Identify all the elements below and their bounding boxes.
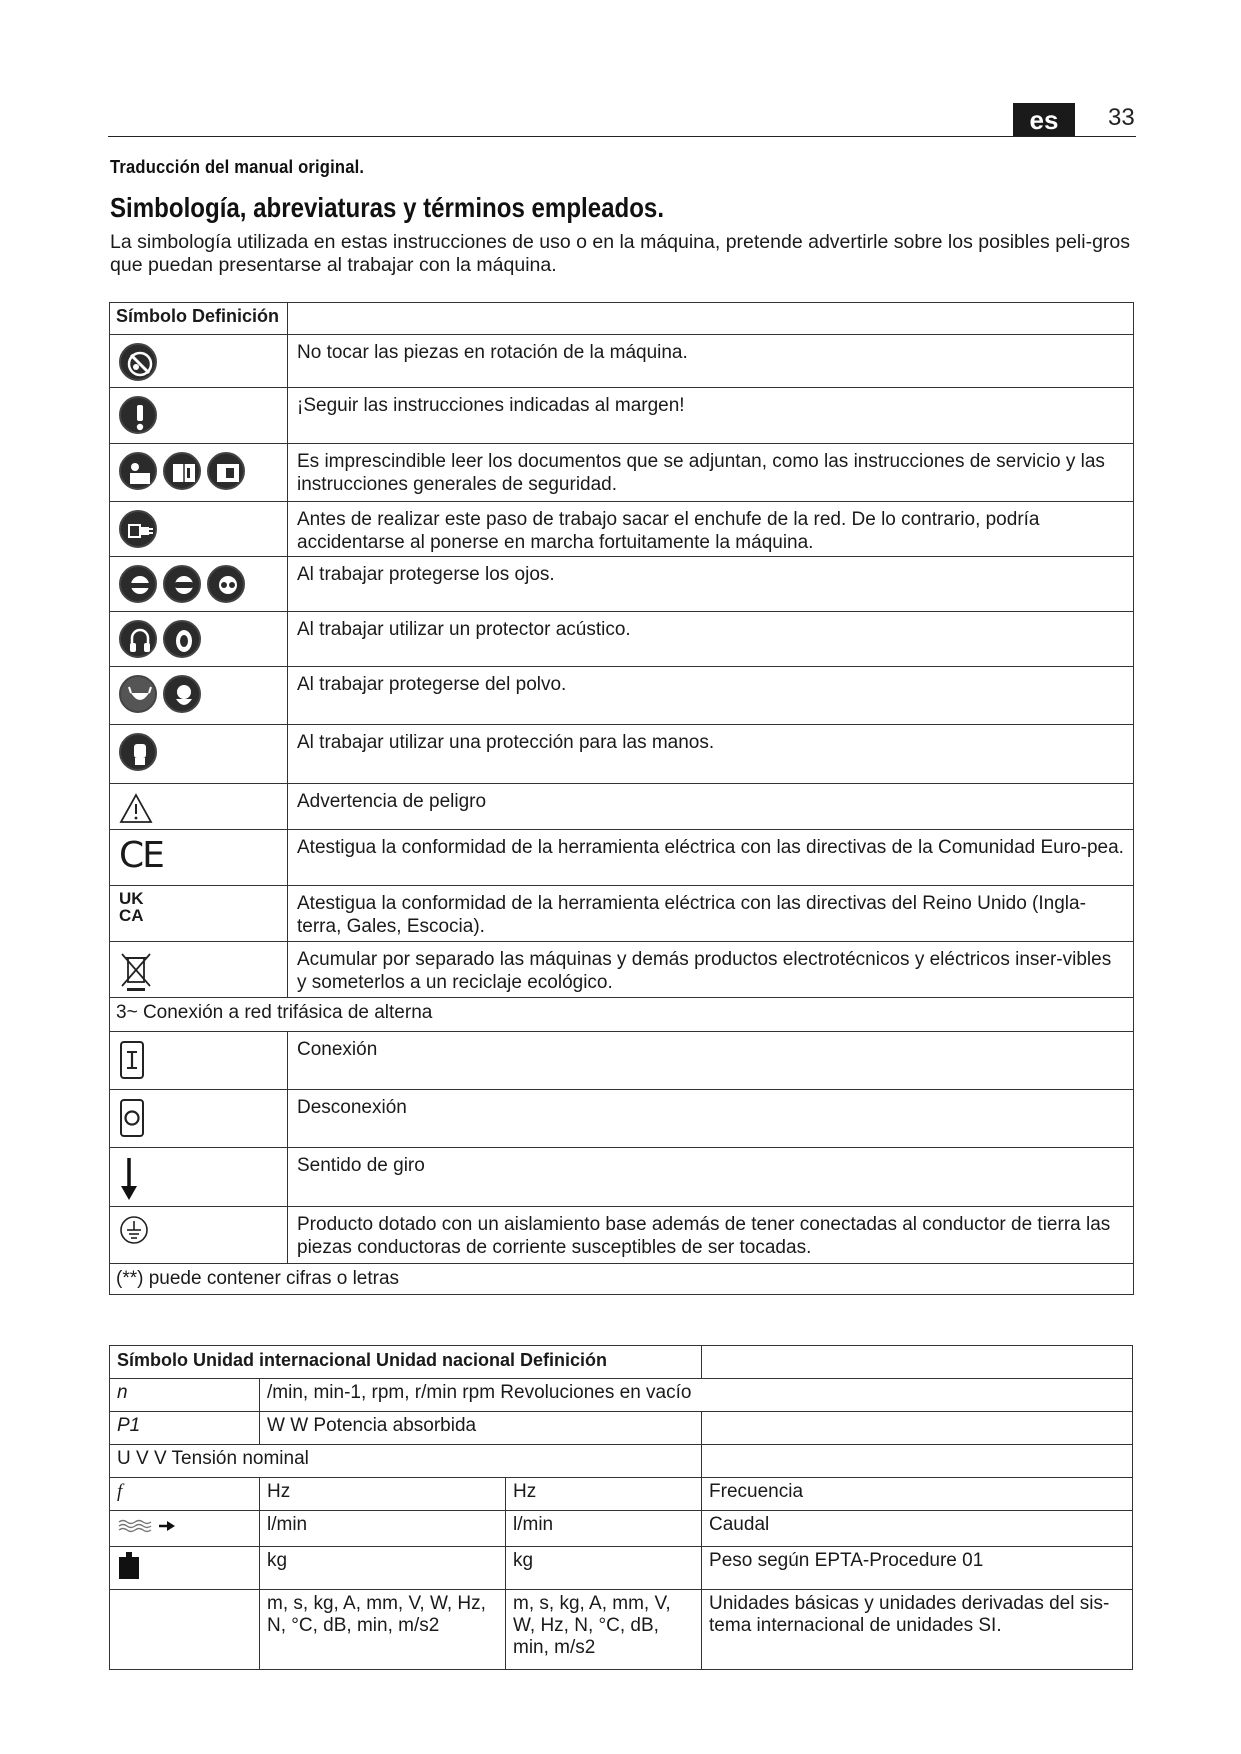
definition-cell: Caudal: [702, 1511, 1133, 1547]
symbol-cell: [110, 612, 288, 667]
definition-cell: Es imprescindible leer los documentos que se adjuntan, como las instrucciones de servicio y las instrucciones generales de seguridad.: [288, 444, 1134, 502]
row-p1-text: W W Potencia absorbida: [260, 1412, 702, 1445]
respirator-icon: [163, 675, 201, 713]
symbols-table: [109, 302, 1134, 1295]
symbol-cell: [110, 557, 288, 612]
info-manual-icon: [163, 452, 201, 490]
intl-unit-cell: Hz: [260, 1478, 506, 1511]
symbol-cell: [110, 830, 288, 886]
ce-mark-icon: CE: [119, 835, 163, 876]
national-unit-cell: m, s, kg, A, mm, V, W, Hz, N, °C, dB, min, m/s2: [506, 1590, 702, 1670]
empty-cell: [110, 1590, 260, 1670]
definition-cell: Atestigua la conformidad de la herramienta eléctrica con las directivas de la Comunidad Euro-pea.: [288, 830, 1134, 886]
intl-unit-cell: l/min: [260, 1511, 506, 1547]
definition-cell: Unidades básicas y unidades derivadas del sis-tema internacional de unidades SI.: [702, 1590, 1133, 1670]
definition-cell: No tocar las piezas en rotación de la máquina.: [288, 335, 1134, 388]
weight-symbol-cell: [110, 1547, 260, 1590]
exclamation-mandatory-icon: [119, 396, 157, 434]
flow-symbol-cell: [110, 1511, 260, 1547]
units-table: [109, 1345, 1133, 1670]
units-table-header: Símbolo Unidad internacional Unidad nacional Definición: [110, 1346, 702, 1379]
empty-cell: [702, 1445, 1133, 1478]
symbol-cell: [110, 667, 288, 725]
safety-manual-icon: [207, 452, 245, 490]
definition-cell: Al trabajar utilizar una protección para las manos.: [288, 725, 1134, 784]
switch-on-icon: [119, 1040, 145, 1080]
definition-cell: Acumular por separado las máquinas y demás productos electrotécnicos y eléctricos inser-vibles y someterlos a un reciclaje ecológico.: [288, 942, 1134, 998]
safety-glasses-icon: [207, 565, 245, 603]
national-unit-cell: l/min: [506, 1511, 702, 1547]
definition-cell: Desconexión: [288, 1090, 1134, 1148]
symbol-f: f: [110, 1478, 260, 1511]
symbol-cell: [110, 444, 288, 502]
unplug-icon: [119, 510, 157, 548]
definition-cell: Al trabajar utilizar un protector acústico.: [288, 612, 1134, 667]
symbol-cell: [110, 335, 288, 388]
row-n-text: /min, min-1, rpm, r/min rpm Revoluciones en vacío: [260, 1379, 1133, 1412]
hearing-protection-icon: [163, 620, 201, 658]
definition-cell: Atestigua la conformidad de la herramienta eléctrica con las directivas del Reino Unido (Ingla-terra, Gales, Escocia).: [288, 886, 1134, 942]
three-phase-row: 3~ Conexión a red trifásica de alterna: [110, 998, 1134, 1032]
dust-mask-icon: [119, 675, 157, 713]
symbol-cell: [110, 784, 288, 830]
no-touch-rotating-icon: [119, 343, 157, 381]
symbol-n: n: [110, 1379, 260, 1412]
footnote-row: (**) puede contener cifras o letras: [110, 1264, 1134, 1295]
page-title: Simbología, abreviaturas y términos empleados.: [110, 192, 665, 223]
symbol-cell: [110, 1032, 288, 1090]
symbol-p1: P1: [110, 1412, 260, 1445]
definition-cell: Frecuencia: [702, 1478, 1133, 1511]
warning-triangle-icon: [119, 792, 153, 826]
symbol-cell: [110, 886, 288, 942]
definition-cell: Peso según EPTA-Procedure 01: [702, 1547, 1133, 1590]
ukca-mark-line2: CA: [119, 906, 144, 925]
gloves-icon: [119, 733, 157, 771]
empty-header-cell: [702, 1346, 1133, 1379]
definition-cell: Al trabajar protegerse los ojos.: [288, 557, 1134, 612]
empty-cell: [702, 1412, 1133, 1445]
symbol-cell: [110, 1090, 288, 1148]
intro-paragraph: La simbología utilizada en estas instrucciones de uso o en la máquina, pretende advertirle sobre los posibles peli-gros que puedan presentarse al trabajar con la máquina.: [110, 231, 1131, 276]
symbol-cell: [110, 388, 288, 444]
symbol-cell: [110, 725, 288, 784]
protective-earth-icon: [119, 1215, 149, 1245]
definition-cell: Conexión: [288, 1032, 1134, 1090]
definition-cell: Al trabajar protegerse del polvo.: [288, 667, 1134, 725]
ukca-mark-line1: UK: [119, 889, 144, 908]
ear-protection-icon: [119, 620, 157, 658]
symbol-cell: [110, 502, 288, 557]
switch-off-icon: [119, 1098, 145, 1138]
empty-header-cell: [288, 303, 1134, 335]
definition-cell: Advertencia de peligro: [288, 784, 1134, 830]
national-unit-cell: Hz: [506, 1478, 702, 1511]
definition-cell: Antes de realizar este paso de trabajo sacar el enchufe de la red. De lo contrario, podría accidentarse al ponerse en marcha fortuitamente la máquina.: [288, 502, 1134, 557]
page-number: 33: [1108, 104, 1135, 131]
weee-bin-icon: [119, 950, 153, 992]
goggles-icon: [163, 565, 201, 603]
symbol-cell: [110, 1148, 288, 1207]
national-unit-cell: kg: [506, 1547, 702, 1590]
rotation-direction-arrow-icon: [119, 1156, 139, 1202]
symbols-table-header: Símbolo Definición: [110, 303, 288, 335]
eye-protection-icon: [119, 565, 157, 603]
symbol-cell: [110, 1207, 288, 1264]
definition-cell: ¡Seguir las instrucciones indicadas al margen!: [288, 388, 1134, 444]
intl-unit-cell: kg: [260, 1547, 506, 1590]
definition-cell: Sentido de giro: [288, 1148, 1134, 1207]
row-u-text: U V V Tensión nominal: [110, 1445, 702, 1478]
symbol-cell: [110, 942, 288, 998]
flow-icon: [117, 1515, 177, 1535]
subtitle: Traducción del manual original.: [110, 157, 365, 177]
intl-unit-cell: m, s, kg, A, mm, V, W, Hz, N, °C, dB, min, m/s2: [260, 1590, 506, 1670]
read-manual-icon: [119, 452, 157, 490]
language-badge: es: [1013, 103, 1075, 136]
definition-cell: Producto dotado con un aislamiento base además de tener conectadas al conductor de tierra las piezas conductoras de corriente susceptibles de ser tocadas.: [288, 1207, 1134, 1264]
header-rule: [108, 136, 1136, 137]
weight-icon: [117, 1550, 141, 1580]
